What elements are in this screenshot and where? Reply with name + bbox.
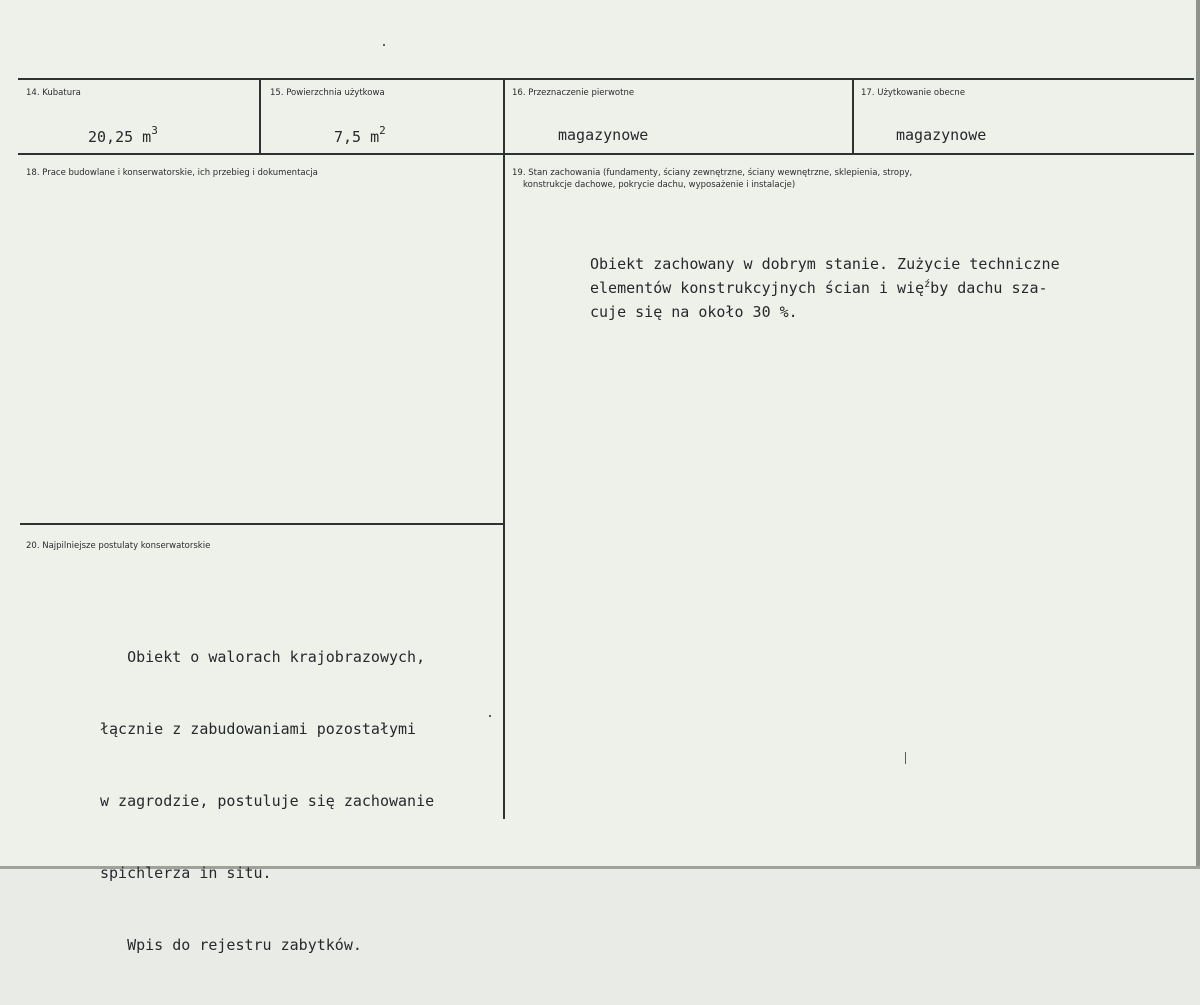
field-14-label: 14. Kubatura (26, 88, 81, 98)
field-15-value (334, 126, 386, 146)
field-14-value (88, 126, 158, 146)
card-right-edge (1196, 0, 1200, 869)
section-20-rule (20, 523, 503, 525)
field-17-value: magazynowe (896, 126, 987, 144)
scan-mark (489, 715, 491, 717)
field-14-unit-exponent: 3 (151, 124, 158, 137)
field-16-value: magazynowe (558, 126, 649, 144)
field-19-text-line3: cuje się na około 30 %. (590, 303, 798, 321)
scan-mark (383, 44, 385, 46)
field-19-text-line1: Obiekt zachowany w dobrym stanie. Zużycie techniczne (590, 255, 1060, 273)
field-16-label: 16. Przeznaczenie pierwotne (512, 88, 635, 98)
field-19-text-line2-b: by dachu sza- (930, 279, 1048, 297)
field-15-label: 15. Powierzchnia użytkowa (270, 88, 385, 98)
field-18-label: 18. Prace budowlane i konserwatorskie, ich przebieg i dokumentacja (26, 168, 318, 178)
field-15-value-text: 7,5 m (334, 128, 380, 146)
row-rule (18, 153, 1194, 155)
field-20-label: 20. Najpilniejsze postulaty konserwatorskie (26, 541, 211, 551)
field-19-text-correction: ź (924, 279, 931, 290)
field-19-text-line2-a: elementów konstrukcyjnych ścian i wię (590, 279, 925, 297)
field-15-unit-exponent: 2 (379, 124, 386, 137)
field-20-text (100, 597, 434, 1005)
divider-16-17 (852, 79, 854, 154)
field-20-line: spichlerza in situ. (100, 864, 272, 882)
field-20-line: Obiekt o walorach krajobrazowych, (100, 648, 426, 666)
field-19-label-line1: 19. Stan zachowania (fundamenty, ściany zewnętrzne, ściany wewnętrzne, sklepienia, stropy, (512, 168, 913, 178)
field-17-label: 17. Użytkowanie obecne (861, 88, 966, 98)
divider-14-15 (259, 79, 261, 154)
field-19-label-line2: konstrukcje dachowe, pokrycie dachu, wyposażenie i instalacje) (523, 180, 796, 190)
field-19-text (590, 252, 1060, 324)
top-rule (18, 78, 1194, 80)
field-19-text-line2 (590, 276, 1060, 300)
divider-main (503, 79, 505, 819)
field-20-line: Wpis do rejestru zabytków. (100, 936, 362, 954)
field-20-line: w zagrodzie, postuluje się zachowanie (100, 792, 435, 810)
field-20-line: łącznie z zabudowaniami pozostałymi (100, 720, 417, 738)
scan-mark (905, 752, 906, 764)
field-14-value-text: 20,25 m (88, 128, 152, 146)
